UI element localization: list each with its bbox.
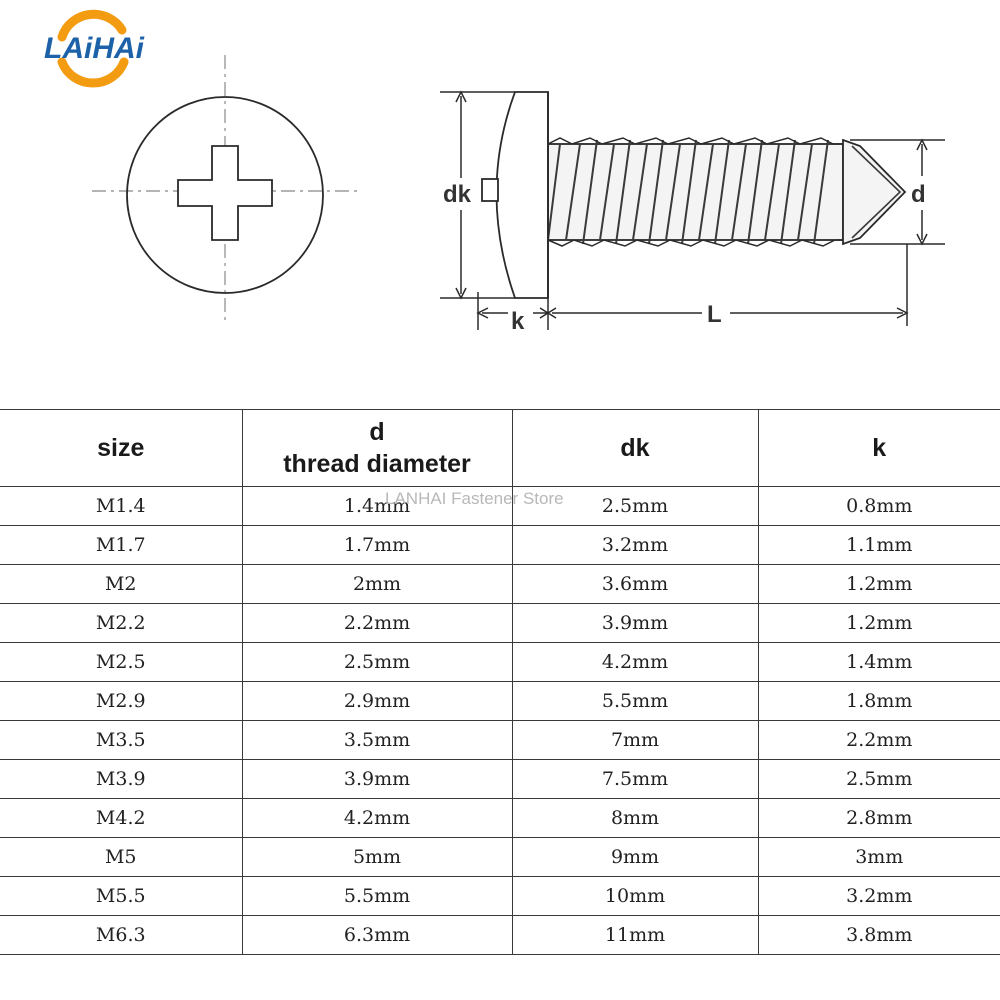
cell-k: 1.4mm [758, 643, 1000, 682]
table-row [0, 682, 1000, 721]
cell-dk: 9mm [512, 838, 758, 877]
cell-k: 3.8mm [758, 916, 1000, 955]
cell-dk: 3.9mm [512, 604, 758, 643]
cell-k: 1.1mm [758, 526, 1000, 565]
cell-d: 3.9mm [242, 760, 512, 799]
cell-dk: 4.2mm [512, 643, 758, 682]
table-row [0, 799, 1000, 838]
cell-size: M2.2 [0, 604, 242, 643]
cell-size: M1.4 [0, 487, 242, 526]
header-size: size [0, 410, 242, 487]
table-row [0, 604, 1000, 643]
table-row [0, 916, 1000, 955]
screw-diagram [0, 0, 1000, 400]
table-row [0, 877, 1000, 916]
table-row [0, 526, 1000, 565]
cell-d: 2mm [242, 565, 512, 604]
cell-dk: 11mm [512, 916, 758, 955]
cell-k: 2.8mm [758, 799, 1000, 838]
cell-d: 3.5mm [242, 721, 512, 760]
head-top-view [92, 55, 358, 322]
watermark: LANHAI Fastener Store [385, 489, 564, 508]
screw-side-view [482, 92, 905, 298]
cell-k: 1.2mm [758, 565, 1000, 604]
cell-d: 1.4mm [242, 487, 512, 526]
screw-tip [843, 140, 905, 244]
cell-size: M4.2 [0, 799, 242, 838]
cell-dk: 7mm [512, 721, 758, 760]
cell-d: 4.2mm [242, 799, 512, 838]
pan-head [497, 92, 549, 298]
cell-size: M2 [0, 565, 242, 604]
d-label: d [911, 181, 926, 208]
cell-k: 3mm [758, 838, 1000, 877]
L-label: L [707, 301, 722, 328]
cell-size: M6.3 [0, 916, 242, 955]
cell-dk: 8mm [512, 799, 758, 838]
table-header-row [0, 410, 1000, 487]
cell-size: M5 [0, 838, 242, 877]
cell-k: 1.8mm [758, 682, 1000, 721]
cell-k: 2.2mm [758, 721, 1000, 760]
table-row [0, 643, 1000, 682]
cell-k: 1.2mm [758, 604, 1000, 643]
logo-text: LAiHAi [44, 32, 144, 65]
k-label: k [511, 308, 525, 335]
table-row [0, 838, 1000, 877]
cell-dk: 5.5mm [512, 682, 758, 721]
table-body [0, 487, 1000, 955]
cell-size: M5.5 [0, 877, 242, 916]
header-d [242, 410, 512, 487]
cell-dk: 2.5mm [512, 487, 758, 526]
cell-size: M3.5 [0, 721, 242, 760]
cell-k: 3.2mm [758, 877, 1000, 916]
cell-d: 2.5mm [242, 643, 512, 682]
cell-d: 5.5mm [242, 877, 512, 916]
logo-swoosh-lower-icon [62, 62, 124, 83]
cell-d: 6.3mm [242, 916, 512, 955]
table-row [0, 721, 1000, 760]
logo [44, 14, 145, 83]
header-d-desc: thread diameter [283, 450, 471, 478]
cell-size: M1.7 [0, 526, 242, 565]
cell-d: 2.9mm [242, 682, 512, 721]
dk-label: dk [443, 181, 472, 208]
cell-d: 2.2mm [242, 604, 512, 643]
cell-k: 2.5mm [758, 760, 1000, 799]
cell-dk: 3.2mm [512, 526, 758, 565]
cell-d: 5mm [242, 838, 512, 877]
phillips-cross-icon [178, 146, 272, 240]
header-k: k [758, 410, 1000, 487]
cell-dk: 7.5mm [512, 760, 758, 799]
cell-d: 1.7mm [242, 526, 512, 565]
cell-dk: 3.6mm [512, 565, 758, 604]
cell-k: 0.8mm [758, 487, 1000, 526]
header-dk: dk [512, 410, 758, 487]
table-row [0, 760, 1000, 799]
cell-dk: 10mm [512, 877, 758, 916]
table-row [0, 565, 1000, 604]
header-d-symbol: d [369, 417, 385, 446]
cell-size: M3.9 [0, 760, 242, 799]
spec-table [0, 409, 1000, 955]
cell-size: M2.5 [0, 643, 242, 682]
cell-size: M2.9 [0, 682, 242, 721]
table-row [0, 487, 1000, 526]
